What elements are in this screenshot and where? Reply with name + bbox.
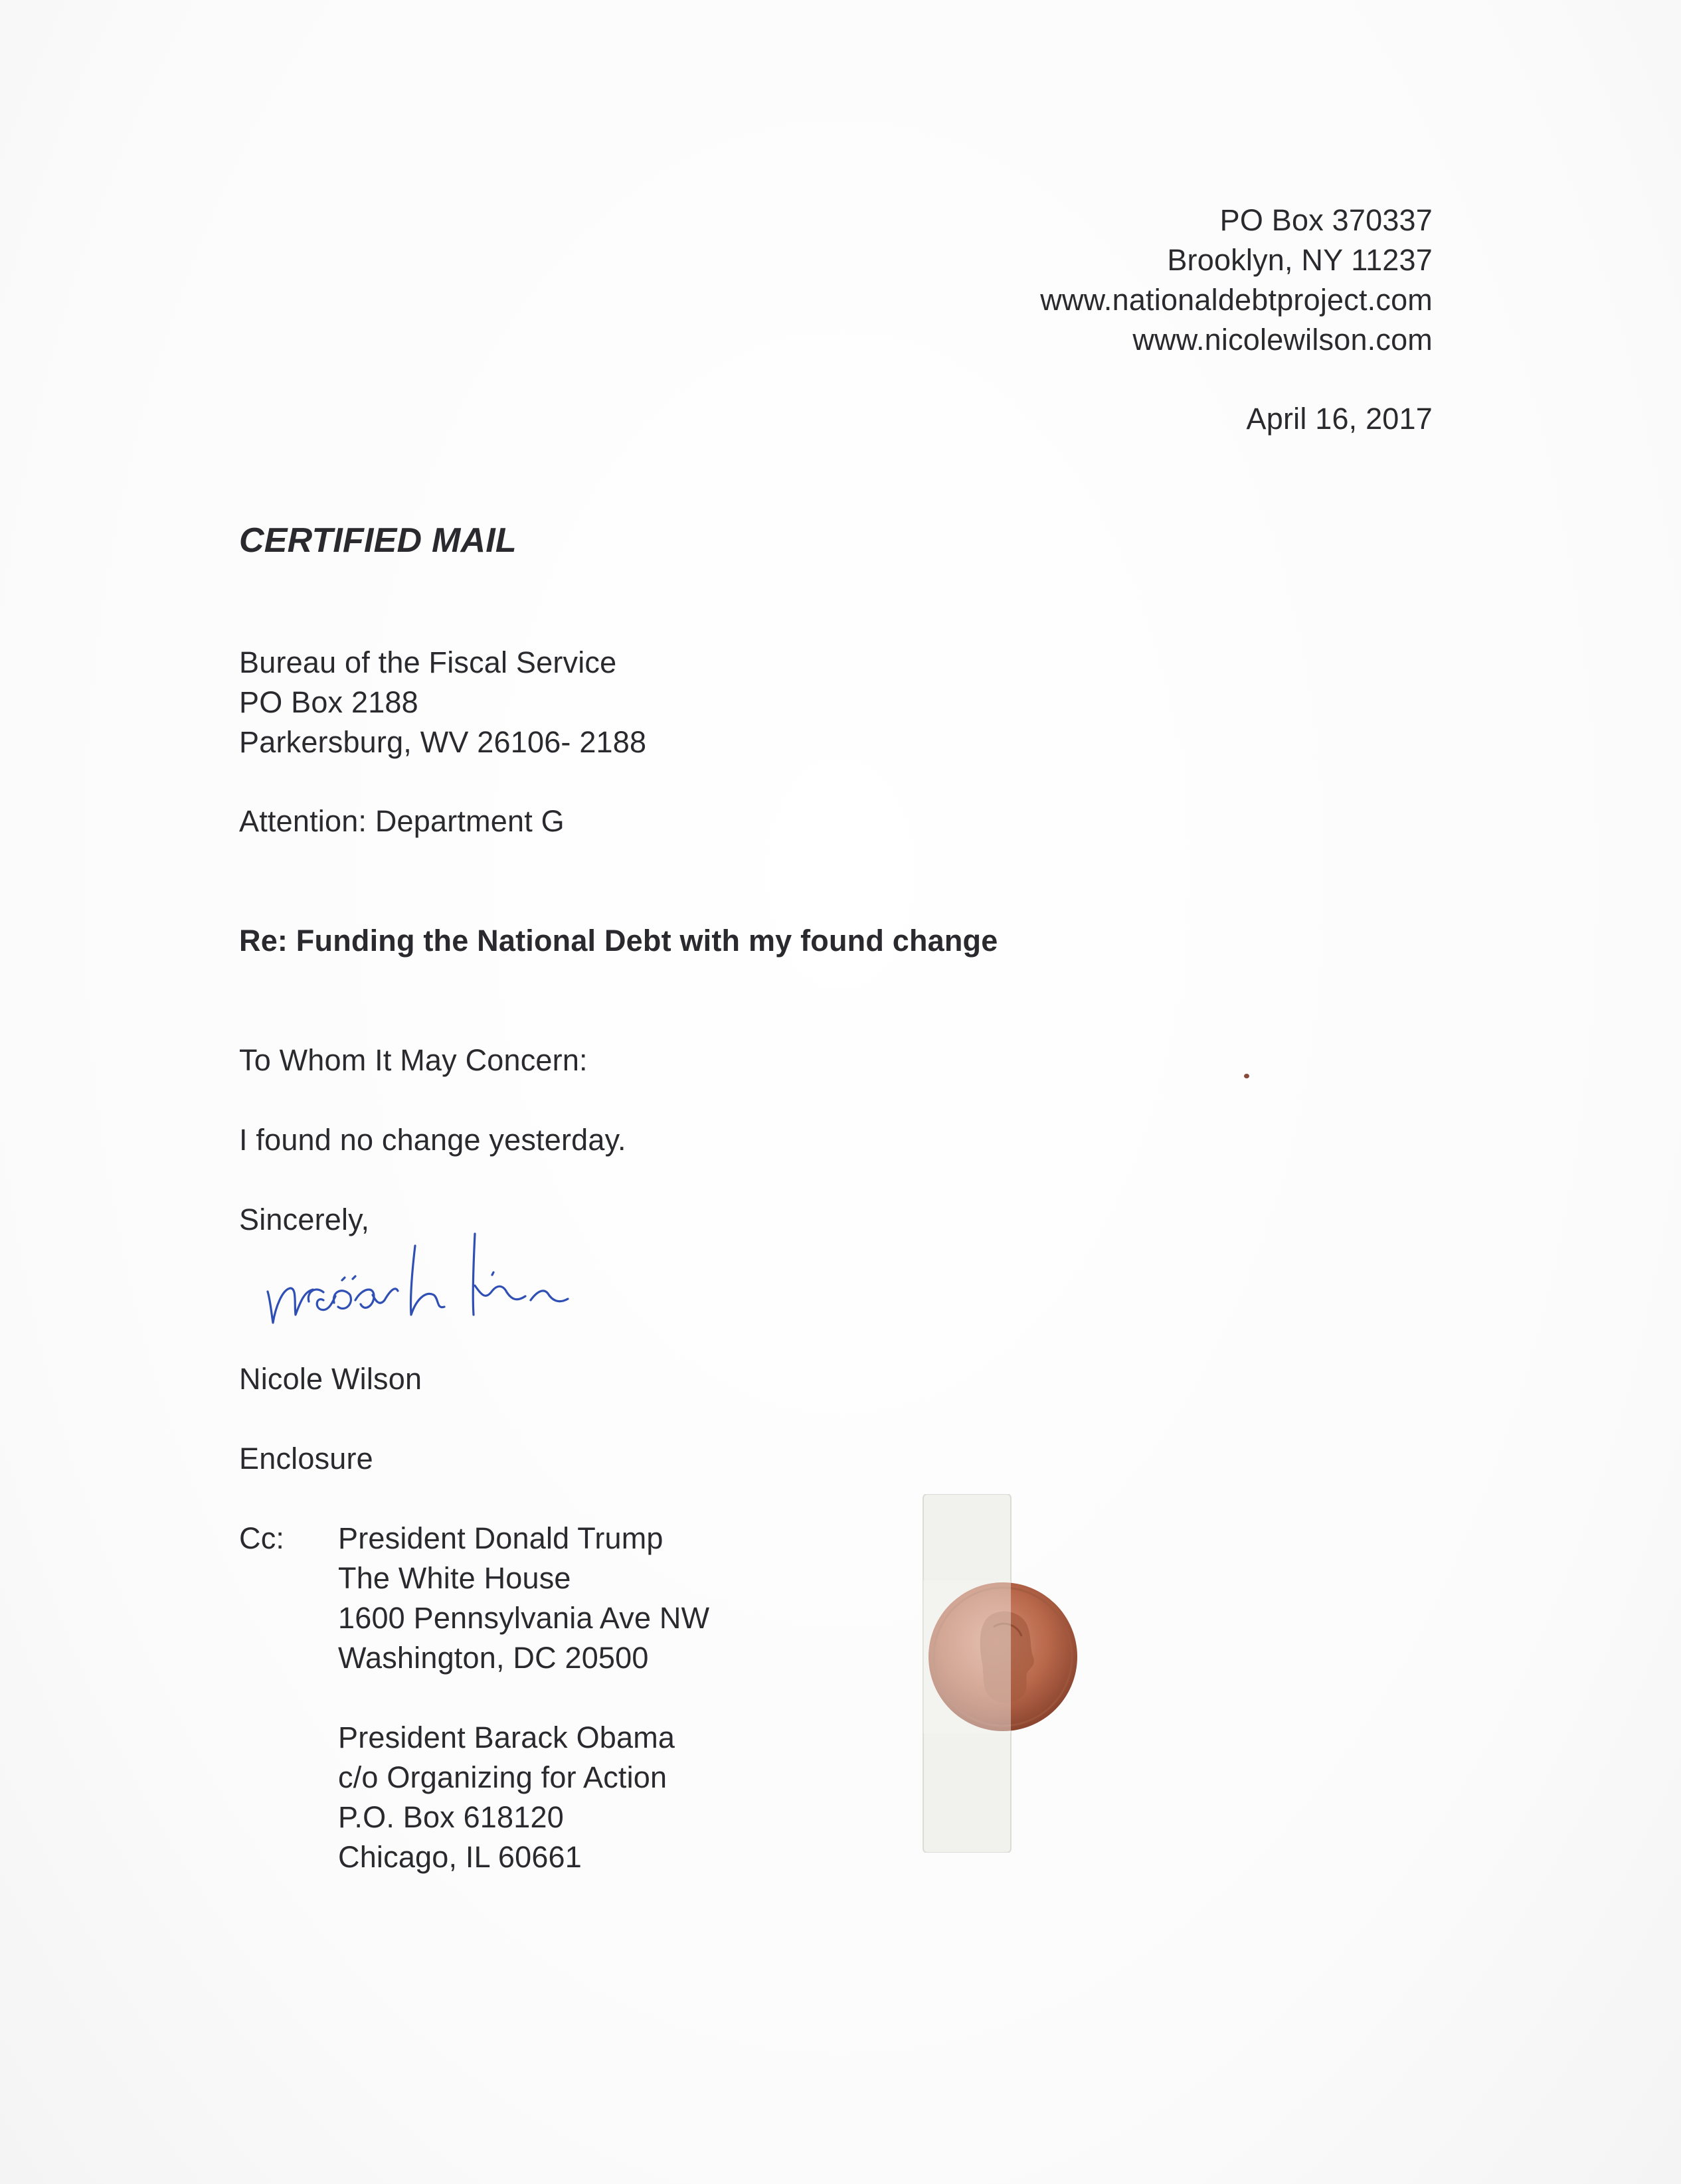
paper-speck xyxy=(1244,1074,1249,1078)
sender-website-2: www.nicolewilson.com xyxy=(1132,323,1433,357)
cc-1-line-1: President Donald Trump xyxy=(338,1521,664,1555)
sender-city-line: Brooklyn, NY 11237 xyxy=(1167,243,1433,277)
cc-1-line-3: 1600 Pennsylvania Ave NW xyxy=(338,1601,710,1635)
cc-2-line-2: c/o Organizing for Action xyxy=(338,1760,667,1794)
letter-date: April 16, 2017 xyxy=(1246,402,1433,436)
body-text: I found no change yesterday. xyxy=(239,1123,626,1157)
subject-line: Re: Funding the National Debt with my found change xyxy=(239,924,998,958)
recipient-city-line: Parkersburg, WV 26106- 2188 xyxy=(239,725,647,759)
taped-penny-icon xyxy=(870,1494,1089,1853)
enclosure-note: Enclosure xyxy=(239,1442,373,1475)
cc-label: Cc: xyxy=(239,1521,285,1555)
recipient-name: Bureau of the Fiscal Service xyxy=(239,645,617,679)
recipient-po-box: PO Box 2188 xyxy=(239,685,418,719)
cc-2-line-4: Chicago, IL 60661 xyxy=(338,1840,582,1874)
cc-2-line-1: President Barack Obama xyxy=(338,1721,675,1754)
recipient-attention: Attention: Department G xyxy=(239,804,565,838)
sender-po-box: PO Box 370337 xyxy=(1219,203,1433,237)
cc-1-line-2: The White House xyxy=(338,1561,571,1595)
sender-website-1: www.nationaldebtproject.com xyxy=(1040,283,1433,317)
closing: Sincerely, xyxy=(239,1203,370,1236)
cc-1-line-4: Washington, DC 20500 xyxy=(338,1641,649,1675)
signature-name: Nicole Wilson xyxy=(239,1362,422,1396)
handwritten-signature-icon xyxy=(262,1222,621,1335)
salutation: To Whom It May Concern: xyxy=(239,1043,588,1077)
cc-2-line-3: P.O. Box 618120 xyxy=(338,1800,564,1834)
mail-type-heading: CERTIFIED MAIL xyxy=(239,521,517,560)
